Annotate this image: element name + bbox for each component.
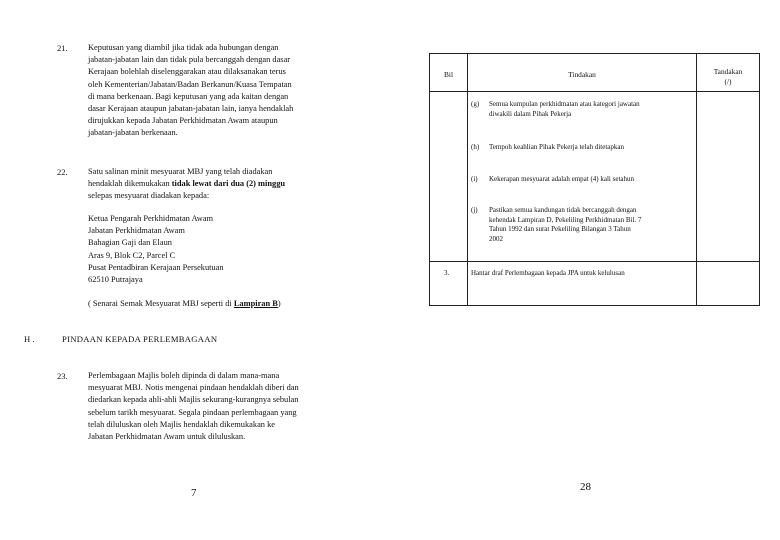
address-line: Bahagian Gaji dan Elaun — [88, 238, 172, 248]
lampiran-b-link[interactable]: Lampiran B — [233, 299, 278, 308]
row-label: (i) — [471, 175, 478, 183]
item-22-line: Satu salinan minit mesyuarat MBJ yang telah diadakan — [88, 167, 273, 176]
row-line: Pastikan semua kandungan tidak bercanggah dengan — [489, 206, 637, 214]
deadline-bold-text: tidak lewat dari dua (2) minggu — [171, 179, 286, 189]
final-row-number: 3. — [444, 269, 450, 277]
row-label: (j) — [471, 206, 478, 214]
address-line: Pusat Pentadbiran Kerajaan Persekutuan — [88, 262, 224, 272]
item-22-line: selepas mesyuarat diadakan kepada: — [88, 191, 210, 201]
row-label: (g) — [471, 100, 480, 108]
table-divider — [430, 261, 759, 262]
row-line: Tahun 1992 dan surat Pekeliling Bilangan 3 Tahun — [489, 225, 631, 233]
item-22-number: 22. — [57, 167, 68, 177]
address-line: 62510 Putrajaya — [88, 275, 143, 285]
address-line: Jabatan Perkhidmatan Awam — [88, 226, 185, 236]
final-row-text: Hantar draf Perlembagaan kepada JPA untuk kelulusan — [471, 269, 625, 277]
section-h-title: PINDAAN KEPADA PERLEMBAGAAN — [62, 334, 218, 344]
row-text — [489, 100, 694, 119]
row-line: Kekerapan mesyuarat adalah empat (4) kali setahun — [489, 175, 634, 183]
checklist-table — [429, 53, 760, 306]
item-22-text — [88, 166, 368, 203]
item-21-line: oleh Kementerian/Jabatan/Badan Berkanun/Kuasa Tempatan — [88, 79, 292, 89]
left-page-number: 7 — [191, 487, 197, 499]
item-21-line: di mana berkenaan. Bagi keputusan yang ada kaitan dengan — [88, 91, 289, 101]
header-bil: Bil — [443, 70, 454, 79]
item-22-line-plain: hendaklah dikemukakan — [88, 179, 172, 189]
header-tandakan — [697, 67, 759, 86]
item-23-line: mesyuarat MBJ. Notis mengenai pindaan hendaklah diberi dan — [88, 383, 299, 393]
item-21-line: jabatan-jabatan lain dan tidak pula bercanggah dengan dasar — [88, 55, 291, 65]
checklist-note — [88, 298, 388, 310]
item-23-line: Jabatan Perkhidmatan Awam untuk diluluskan. — [88, 432, 246, 442]
table-divider — [430, 91, 759, 92]
section-h-letter: H . — [24, 334, 35, 344]
address-line: Ketua Pengarah Perkhidmatan Awam — [88, 214, 214, 223]
item-21-line: Keputusan yang diambil jika tidak ada hubungan dengan — [88, 43, 279, 52]
row-line: kehendak Lampiran D, Pekeliling Perkhidmatan Bil. 7 — [489, 215, 642, 224]
item-21-text — [88, 42, 368, 140]
item-21-line: dasar Kerajaan ataupun jabatan-jabatan lain, ianya hendaklah — [88, 104, 294, 114]
checklist-note-text: ( Senarai Semak Mesyuarat MBJ seperti di — [88, 299, 234, 308]
row-line: Semua kumpulan perkhidmatan atau kategori jawatan — [489, 100, 640, 108]
item-21-number: 21. — [57, 43, 68, 53]
item-21-line: jabatan-jabatan berkenaan. — [88, 128, 178, 138]
item-22-line — [88, 178, 368, 190]
item-21-line: Kerajaan bolehlah diselenggarakan atau dilaksanakan terus — [88, 67, 286, 77]
row-label: (h) — [471, 143, 480, 151]
header-tandakan-label: Tandakan — [713, 67, 743, 76]
header-tindakan: Tindakan — [568, 70, 596, 79]
row-line: 2002 — [489, 234, 503, 243]
item-23-line: Perlembagaan Majlis boleh dipinda di dalam mana-mana — [88, 371, 280, 380]
address-line: Aras 9, Blok C2, Parcel C — [88, 250, 176, 260]
item-23-line: diedarkan kepada ahli-ahli Majlis sekurang-kurangnya sebulan — [88, 395, 299, 405]
item-23-number: 23. — [57, 371, 68, 381]
address-block — [88, 213, 348, 286]
right-page-number: 28 — [580, 481, 591, 493]
row-text — [489, 206, 694, 244]
item-23-line: sebelum tarikh mesyuarat. Segala pindaan perlembagaan yang — [88, 407, 297, 417]
row-text — [489, 175, 694, 185]
item-23-text — [88, 370, 370, 443]
item-23-line: telah diluluskan oleh Majlis hendaklah dikemukakan ke — [88, 419, 275, 429]
row-text — [489, 143, 694, 153]
item-21-line: dirujukkan kepada Jabatan Perkhidmatan Awam ataupun — [88, 116, 278, 126]
checklist-note-close: ) — [277, 299, 281, 308]
row-line: diwakili dalam Pihak Pekerja — [489, 109, 572, 118]
row-line: Tempoh keahlian Pihak Pekerja telah ditetapkan — [489, 143, 624, 151]
header-tandakan-mark: (/) — [724, 76, 732, 86]
